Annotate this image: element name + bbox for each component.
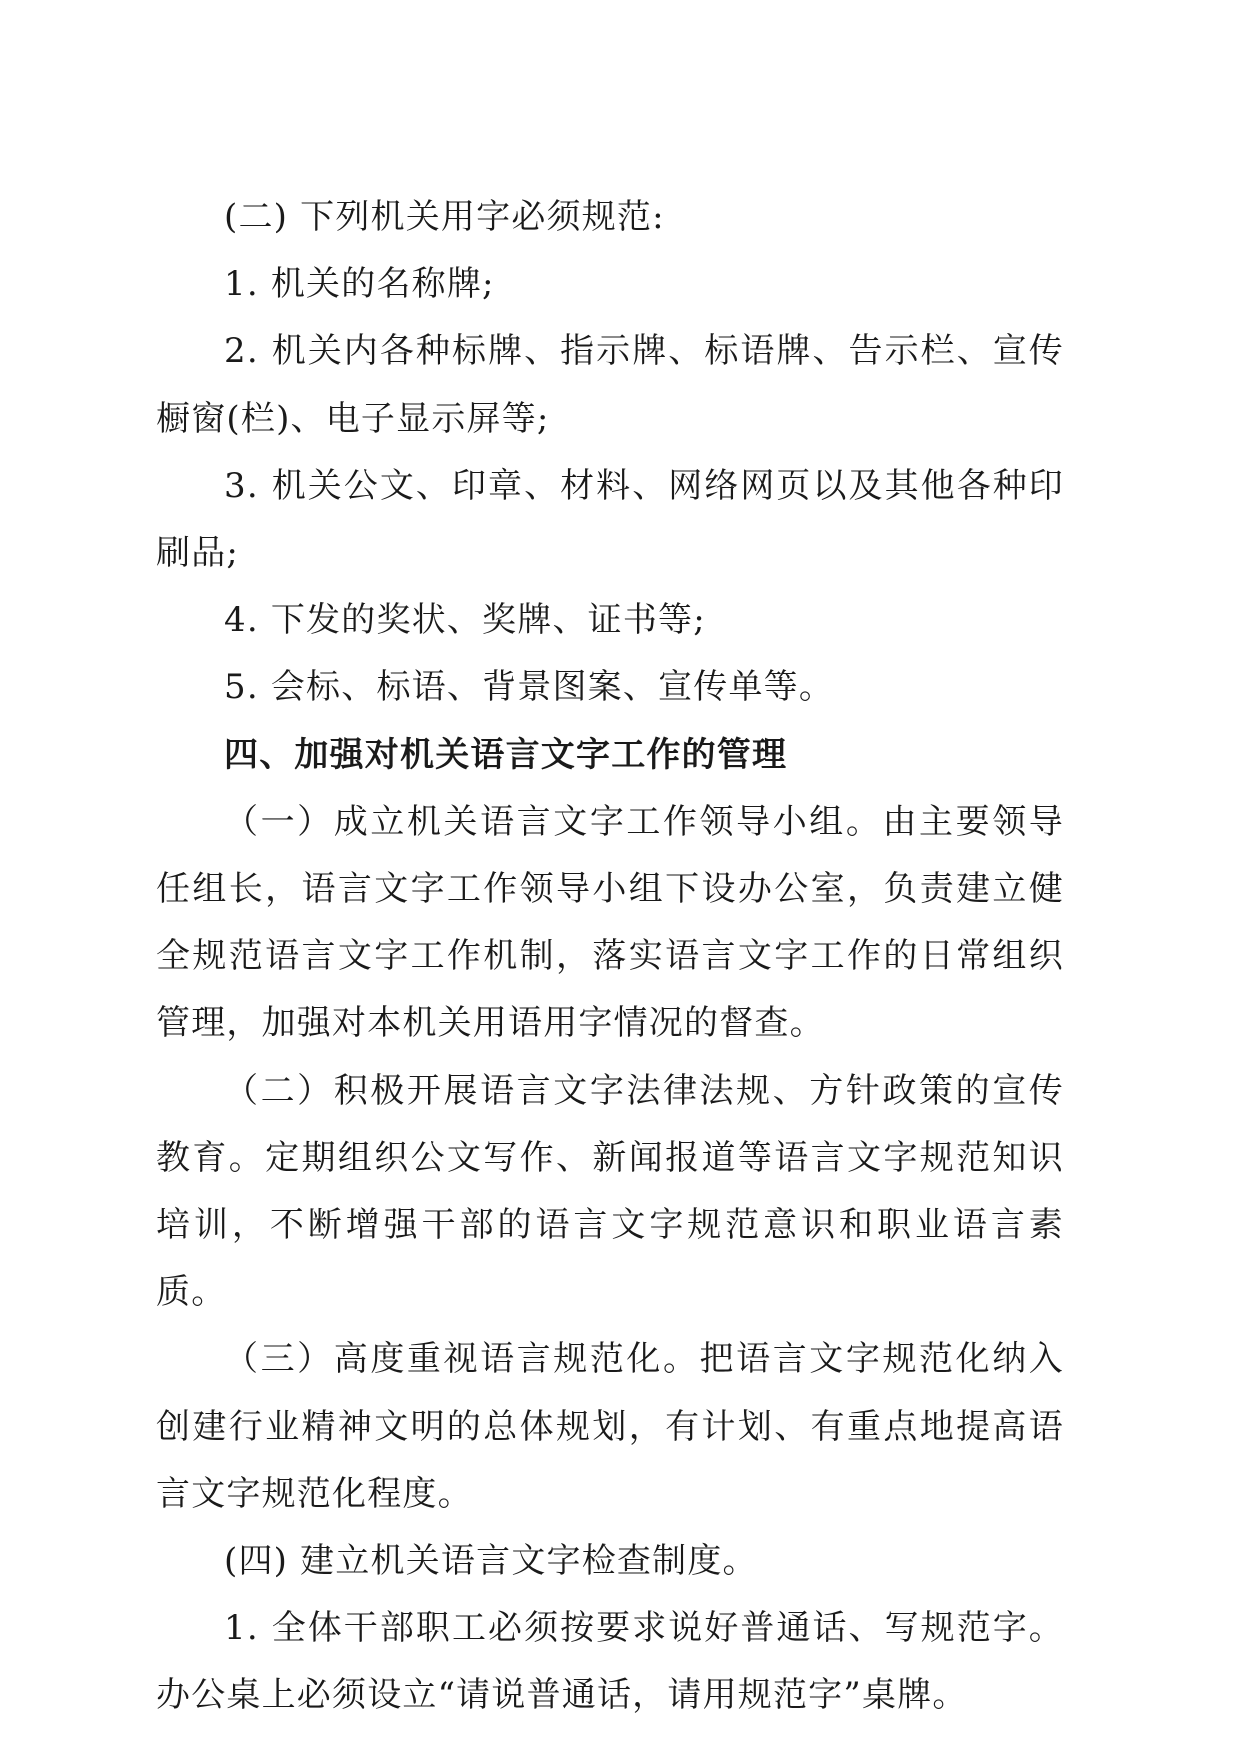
body-paragraph: （二）积极开展语言文字法律法规、方针政策的宣传教育。定期组织公文写作、新闻报道等语言文字规范知识培训，不断增强干部的语言文字规范意识和职业语言素质。 bbox=[156, 1070, 1064, 1313]
document-body bbox=[156, 184, 1064, 1730]
body-paragraph: （一）成立机关语言文字工作领导小组。由主要领导任组长，语言文字工作领导小组下设办公室，负责建立健全规范语言文字工作机制，落实语言文字工作的日常组织管理，加强对本机关用语用字情况的督查。 bbox=[156, 801, 1064, 1044]
list-item: 3. 机关公文、印章、材料、网络网页以及其他各种印刷品; bbox=[156, 465, 1064, 574]
subsection-2-title: (二) 下列机关用字必须规范: bbox=[224, 197, 665, 237]
section-4-heading: 四、加强对机关语言文字工作的管理 bbox=[224, 734, 788, 775]
list-item: 1. 全体干部职工必须按要求说好普通话、写规范字。办公桌上必须设立“请说普通话，请用规范字”桌牌。 bbox=[156, 1608, 1064, 1716]
list-item: 4. 下发的奖状、奖牌、证书等; bbox=[224, 600, 706, 641]
body-paragraph: （三）高度重视语言规范化。把语言文字规范化纳入创建行业精神文明的总体规划，有计划、有重点地提高语言文字规范化程度。 bbox=[156, 1339, 1064, 1514]
subsection-4-title: (四) 建立机关语言文字检查制度。 bbox=[224, 1541, 758, 1582]
list-item: 1. 机关的名称牌; bbox=[224, 264, 495, 305]
list-item: 5. 会标、标语、背景图案、宣传单等。 bbox=[224, 667, 835, 708]
list-item: 2. 机关内各种标牌、指示牌、标语牌、告示栏、宣传橱窗(栏)、电子显示屏等; bbox=[156, 331, 1064, 439]
